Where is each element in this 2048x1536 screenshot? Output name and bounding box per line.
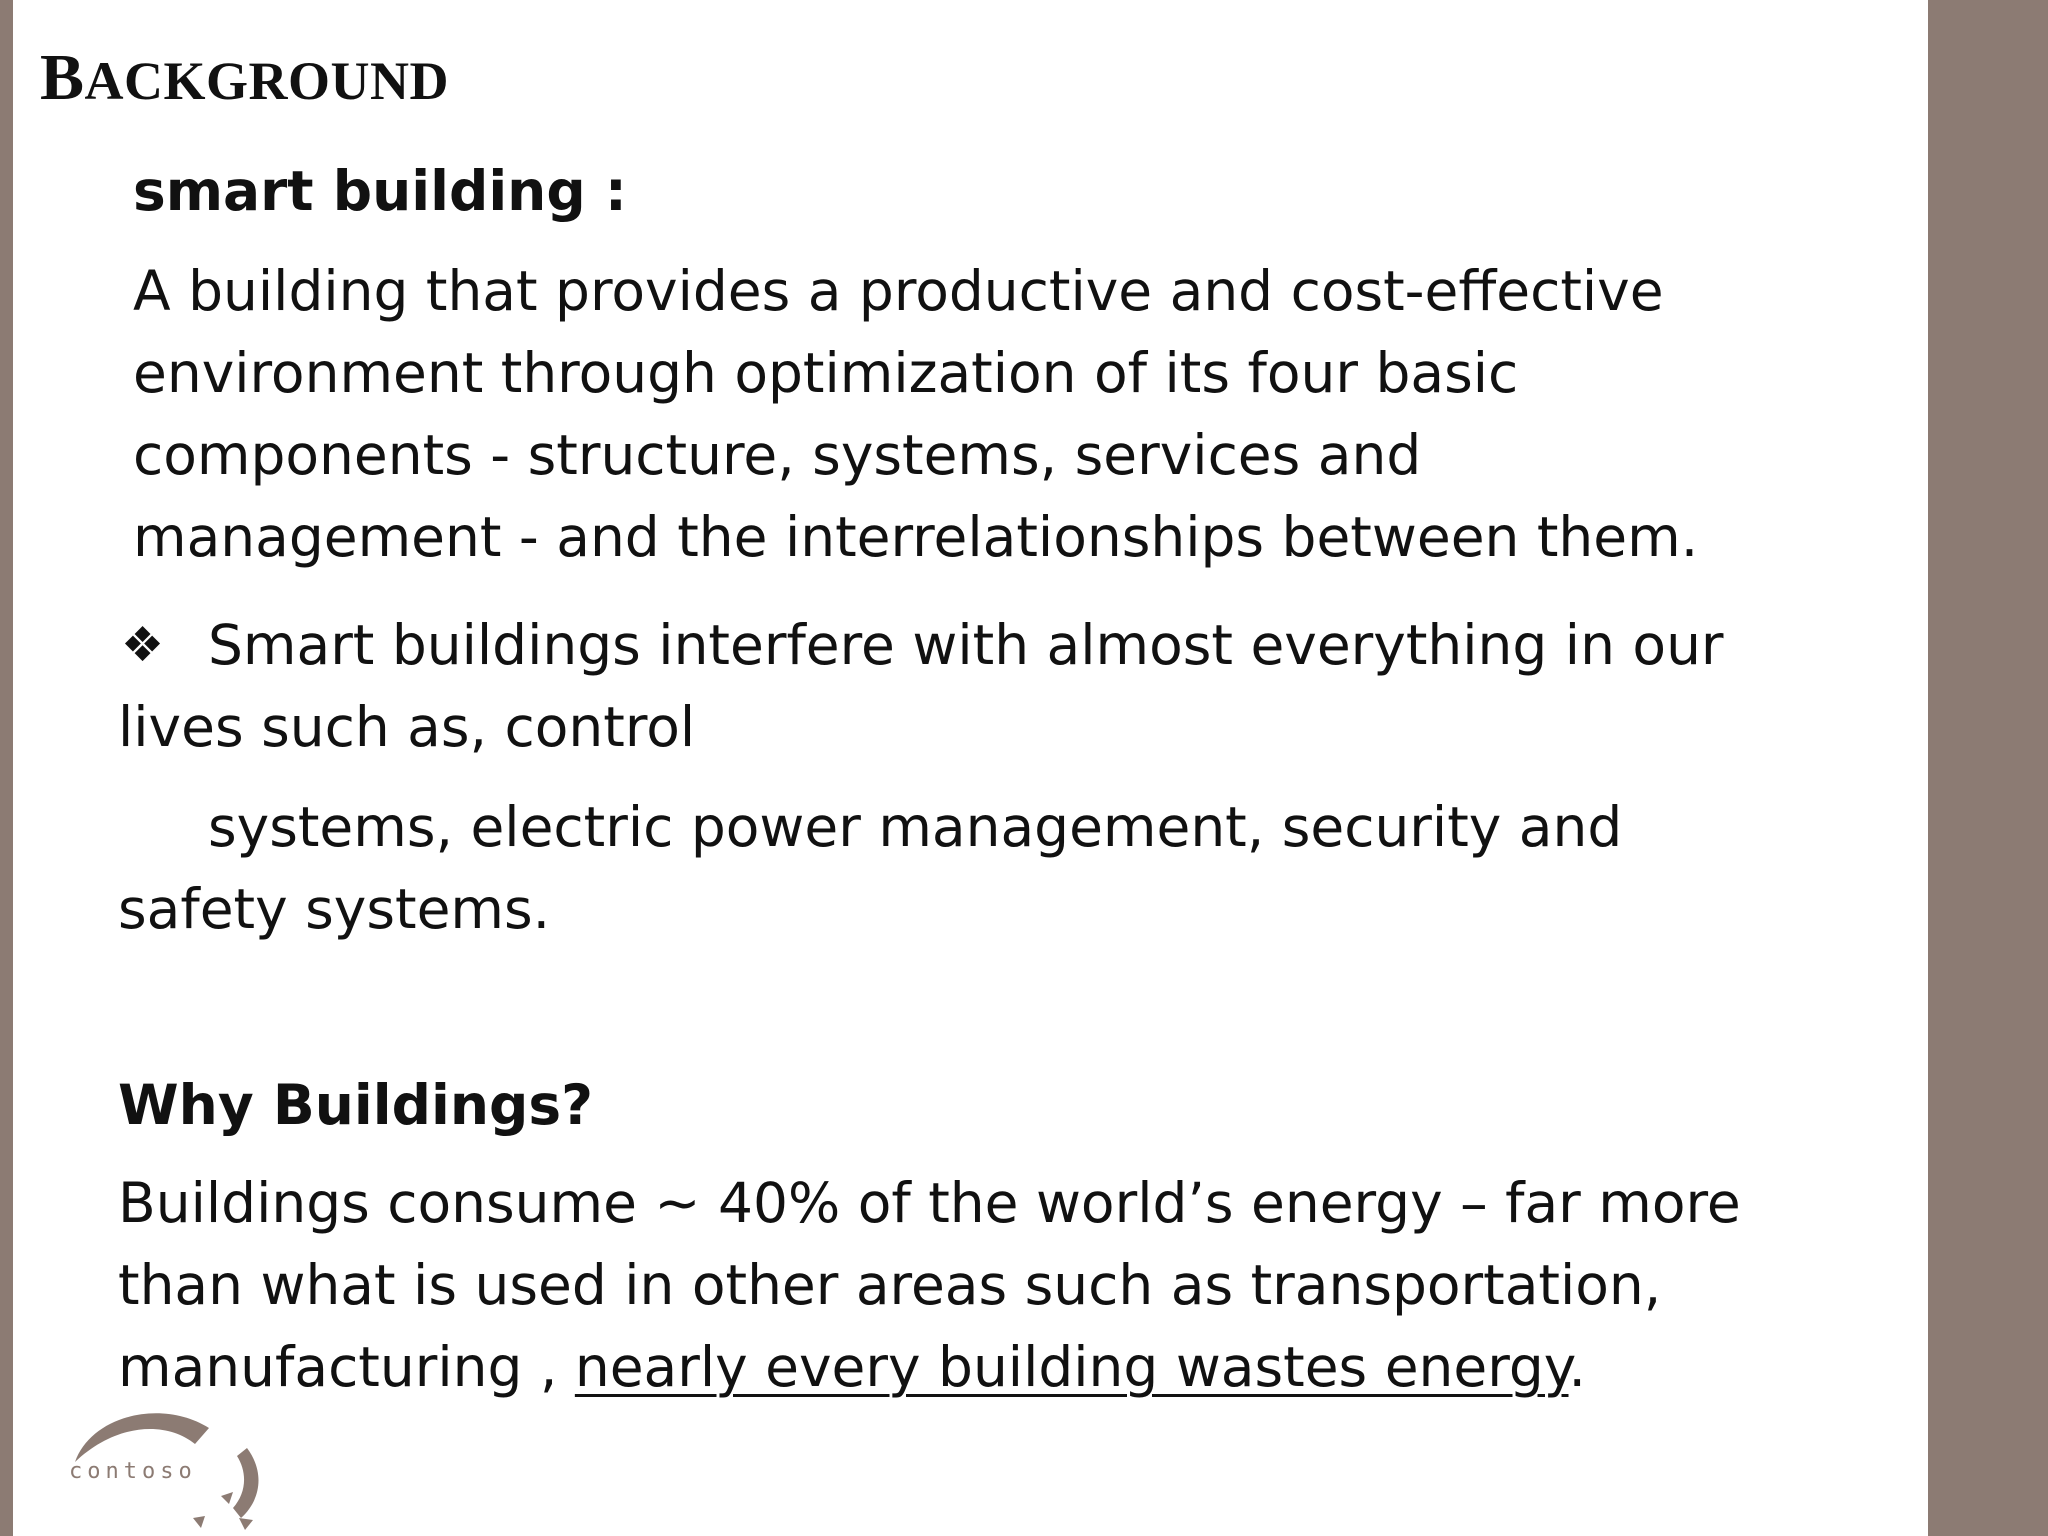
- svg-text:contoso: contoso: [69, 1459, 197, 1484]
- bullet-line-4: safety systems.: [118, 877, 551, 941]
- why-line-3: [118, 1326, 1586, 1408]
- why-line-1: Buildings consume ~ 40% of the world’s energy – far more: [118, 1171, 1741, 1235]
- title-initial: B: [40, 41, 85, 114]
- bullet-line-1: Smart buildings interfere with almost everything in our: [208, 613, 1724, 677]
- slide-title: [40, 41, 450, 114]
- bullet-line-3: systems, electric power management, security and: [208, 795, 1623, 859]
- definition-heading: smart building :: [133, 159, 627, 223]
- definition-line-4: management - and the interrelationships between them.: [133, 505, 1699, 569]
- bullet-diamond-icon: ❖: [121, 617, 165, 673]
- why-heading: Why Buildings?: [118, 1073, 593, 1137]
- why-line-3-end: .: [1568, 1335, 1586, 1399]
- definition-line-2: environment through optimization of its four basic: [133, 341, 1519, 405]
- definition-line-3: components - structure, systems, services and: [133, 423, 1422, 487]
- why-line-2: than what is used in other areas such as transportation,: [118, 1253, 1662, 1317]
- why-line-3-start: manufacturing ,: [118, 1335, 575, 1399]
- contoso-logo: [61, 1400, 281, 1536]
- title-rest: ACKGROUND: [84, 51, 450, 111]
- definition-line-1: A building that provides a productive and cost-effective: [133, 259, 1664, 323]
- contoso-logo-icon: [61, 1400, 281, 1536]
- slide: [13, 0, 1928, 1536]
- why-underlined-text: nearly every building wastes energy: [574, 1335, 1569, 1399]
- bullet-line-2: lives such as, control: [118, 695, 696, 759]
